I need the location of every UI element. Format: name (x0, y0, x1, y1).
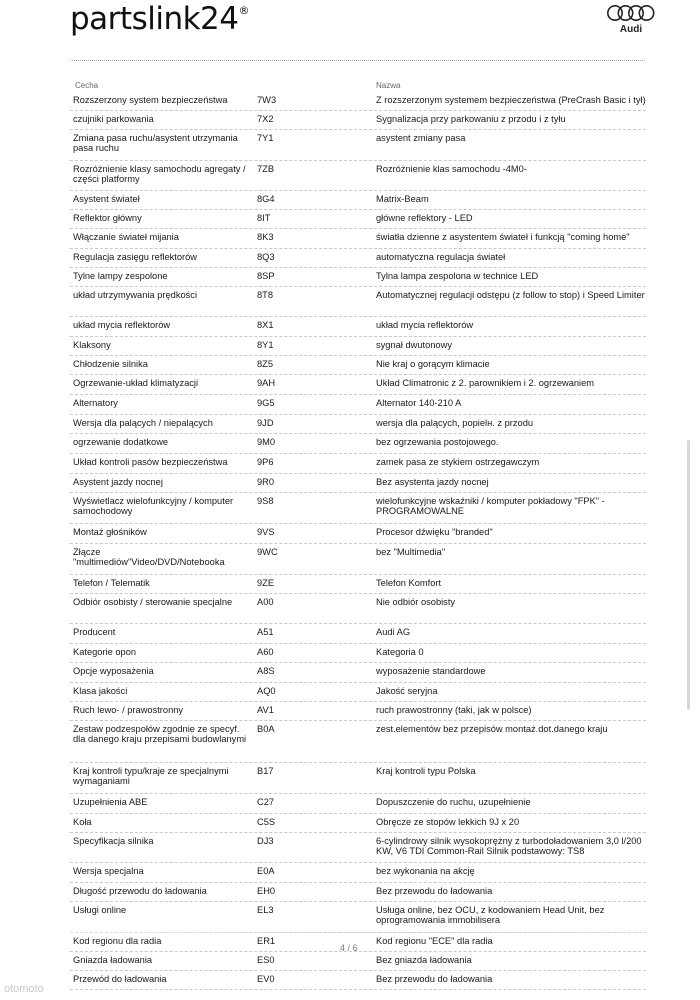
name-cell: Tylna lampa zespolona w technice LED (376, 271, 539, 281)
code-cell: EV0 (257, 974, 275, 984)
feature-cell: Układ kontroli pasów bezpieczeństwa (73, 457, 228, 467)
table-row (70, 763, 646, 794)
table-row (70, 794, 646, 814)
scrollbar[interactable] (687, 440, 690, 710)
name-cell: Jakość seryjna (376, 686, 438, 696)
table-row (70, 415, 646, 434)
name-cell: asystent zmiany pasa (376, 133, 466, 143)
feature-cell: Ogrzewanie-układ klimatyzacji (73, 378, 199, 388)
code-cell: 9P6 (257, 457, 274, 467)
name-cell: światła dzienne z asystentem świateł i funkcją "coming home" (376, 232, 630, 242)
feature-cell: Regulacja zasięgu reflektorów (73, 252, 198, 262)
code-cell: 8Z5 (257, 359, 274, 369)
table-row (70, 111, 646, 130)
code-cell: C5S (257, 817, 276, 827)
feature-cell: Przewód do ładowania (73, 974, 167, 984)
brand-text: partslink24 (70, 1, 239, 37)
feature-cell: Rozszerzony system bezpieczeństwa (73, 95, 228, 105)
feature-cell: Zmiana pasa ruchu/asystent utrzymania pasa ruchu (73, 133, 238, 153)
name-cell: główne reflektory - LED (376, 213, 473, 223)
code-cell: 7ZB (257, 164, 275, 174)
feature-cell: Koła (73, 817, 92, 827)
table-row (70, 624, 646, 644)
feature-cell: Złącze "multimediów"Video/DVD/Notebooka (73, 547, 225, 567)
feature-cell: Alternatory (73, 398, 118, 408)
name-cell: wersja dla palących, popielн. z przodu (376, 418, 534, 428)
name-cell: Bez przewodu do ładowania (376, 974, 493, 984)
code-cell: ER1 (257, 936, 276, 946)
feature-cell: Specyfikacja silnika (73, 836, 154, 846)
code-cell: 8X1 (257, 320, 274, 330)
table-row (70, 702, 646, 721)
feature-cell: Montaż głośników (73, 527, 147, 537)
feature-cell: Wyświetlacz wielofunkcyjny / komputer samochodowy (73, 496, 234, 516)
code-cell: 8Q3 (257, 252, 275, 262)
feature-cell: Klaksony (73, 340, 111, 350)
code-cell: 8IT (257, 213, 271, 223)
table-row (70, 249, 646, 268)
code-cell: ES0 (257, 955, 275, 965)
table-row (70, 210, 646, 229)
name-cell: Bez asystenta jazdy nocnej (376, 477, 489, 487)
feature-cell: Gniazda ładowania (73, 955, 153, 965)
audi-rings-icon (606, 4, 656, 22)
table-row (70, 161, 646, 191)
code-cell: 9G5 (257, 398, 275, 408)
table-row (70, 375, 646, 395)
brand-registered-mark: ® (238, 3, 249, 17)
table-row (70, 575, 646, 594)
feature-cell: Zestaw podzespołów zgodnie ze specyf. dla danego kraju przepisami budowlanymi (73, 724, 247, 744)
footer-divider (70, 932, 645, 933)
code-cell: 9ZE (257, 578, 275, 588)
code-cell: 8T8 (257, 290, 274, 300)
code-cell: E0A (257, 866, 275, 876)
code-cell: 9R0 (257, 477, 275, 487)
feature-cell: Kraj kontroli typu/kraje ze specjalnymi wymaganiami (73, 766, 229, 786)
table-row (70, 863, 646, 883)
code-cell: 9S8 (257, 496, 274, 506)
header-divider (70, 60, 645, 61)
table-row (70, 268, 646, 287)
name-cell: Rozróżnienie klas samochodu -4M0- (376, 164, 527, 174)
table-row (70, 933, 646, 952)
feature-cell: Ruch lewo- / prawostronny (73, 705, 184, 715)
name-cell: Usługa online, bez OCU, z kodowaniem Head Unit, bez oprogramowania immobilisera (376, 905, 605, 925)
name-cell: bez ogrzewania postojowego. (376, 437, 499, 447)
table-row (70, 814, 646, 833)
name-cell: wyposażenie standardowe (376, 666, 486, 676)
code-cell: A60 (257, 647, 274, 657)
name-cell: ruch prawostronny (taki, jak w polsce) (376, 705, 532, 715)
code-cell: A8S (257, 666, 275, 676)
code-cell: 8Y1 (257, 340, 274, 350)
code-cell: 7X2 (257, 114, 274, 124)
code-cell: 9JD (257, 418, 274, 428)
code-cell: B17 (257, 766, 274, 776)
name-cell: Alternator 140-210 A (376, 398, 462, 408)
name-cell: Matrix-Beam (376, 194, 429, 204)
name-cell: Nie odbiór osobisty (376, 597, 456, 607)
table-row (70, 454, 646, 474)
name-cell: zamek pasa ze stykiem ostrzegawczym (376, 457, 540, 467)
name-cell: Sygnalizacja przy parkowaniu z przodu i z tyłu (376, 114, 566, 124)
table-row (70, 721, 646, 763)
name-cell: Kod regionu "ECE" dla radia (376, 936, 493, 946)
feature-cell: Telefon / Telematik (73, 578, 150, 588)
table-row (70, 952, 646, 971)
code-cell: 8G4 (257, 194, 275, 204)
feature-cell: ogrzewanie dodatkowe (73, 437, 169, 447)
feature-cell: Wersja specjalna (73, 866, 144, 876)
table-row (70, 833, 646, 863)
equipment-table (70, 92, 646, 990)
feature-cell: Asystent świateł (73, 194, 140, 204)
feature-cell: Odbiór osobisty / sterowanie specjalne (73, 597, 233, 607)
table-row (70, 644, 646, 663)
table-row (70, 356, 646, 375)
name-cell: Bez gniazda ładowania (376, 955, 472, 965)
name-cell: Automatycznej regulacji odstępu (z follow to stop) i Speed Limiter (376, 290, 645, 300)
feature-cell: czujniki parkowania (73, 114, 154, 124)
audi-label: Audi (619, 24, 643, 35)
name-cell: automatyczna regulacja świateł (376, 252, 506, 262)
code-cell: AQ0 (257, 686, 276, 696)
feature-cell: Producent (73, 627, 116, 637)
code-cell: EH0 (257, 886, 276, 896)
code-cell: 7W3 (257, 95, 277, 105)
table-row (70, 434, 646, 454)
code-cell: A00 (257, 597, 274, 607)
name-cell: bez "Multimedia" (376, 547, 446, 557)
table-row (70, 317, 646, 337)
code-cell: 7Y1 (257, 133, 274, 143)
name-cell: Telefon Komfort (376, 578, 442, 588)
feature-cell: układ utrzymywania prędkości (73, 290, 198, 300)
table-row (70, 191, 646, 210)
name-cell: Nie kraj o gorącym klimacie (376, 359, 490, 369)
feature-cell: Kategorie opon (73, 647, 137, 657)
code-cell: 8K3 (257, 232, 274, 242)
name-cell: układ mycia reflektorów (376, 320, 474, 330)
code-cell: 9AH (257, 378, 276, 388)
name-cell: Obręcze ze stopów lekkich 9J x 20 (376, 817, 520, 827)
code-cell: AV1 (257, 705, 274, 715)
table-row (70, 287, 646, 317)
feature-cell: Uzupełnienia ABE (73, 797, 148, 807)
feature-cell: Asystent jazdy nocnej (73, 477, 163, 487)
feature-cell: Opcje wyposażenia (73, 666, 154, 676)
table-row (70, 474, 646, 493)
table-row (70, 493, 646, 524)
name-cell: Dopuszczenie do ruchu, uzupełnienie (376, 797, 531, 807)
table-row (70, 92, 646, 111)
name-cell: Kraj kontroli typu Polska (376, 766, 476, 776)
name-cell: Procesor dźwięku "branded" (376, 527, 493, 537)
name-cell: Układ Climatronic z 2. parownikiem i 2. ogrzewaniem (376, 378, 595, 388)
name-cell: bez wykonania na akcję (376, 866, 475, 876)
name-cell: Bez przewodu do ładowania (376, 886, 493, 896)
feature-cell: Chłodzenie silnika (73, 359, 148, 369)
name-cell: 6-cylindrowy silnik wysokoprężny z turbodoładowaniem 3,0 l/200 KW, V6 TDI Common-Rail Silnik podstawowy: TS8 (376, 836, 642, 856)
table-row (70, 663, 646, 683)
table-row (70, 130, 646, 161)
code-cell: EL3 (257, 905, 274, 915)
code-cell: 9WC (257, 547, 278, 557)
column-header-feature: Cecha (75, 81, 99, 90)
name-cell: wielofunkcyjne wskaźniki / komputer pokładowy "FPK" - PROGRAMOWALNE (376, 496, 605, 516)
table-row (70, 544, 646, 575)
name-cell: sygnał dwutonowy (376, 340, 452, 350)
feature-cell: Długość przewodu do ładowania (73, 886, 207, 896)
feature-cell: Wersja dla palących / niepalących (73, 418, 213, 428)
feature-cell: Rozróżnienie klasy samochodu agregaty / części platformy (73, 164, 246, 184)
feature-cell: Reflektor główny (73, 213, 142, 223)
table-row (70, 594, 646, 624)
audi-logo (606, 4, 656, 35)
watermark: otomoto (4, 983, 44, 995)
code-cell: DJ3 (257, 836, 274, 846)
code-cell: A51 (257, 627, 274, 637)
name-cell: Audi AG (376, 627, 411, 637)
feature-cell: Klasa jakości (73, 686, 128, 696)
name-cell: Kategoria 0 (376, 647, 424, 657)
code-cell: C27 (257, 797, 275, 807)
feature-cell: Włączanie świateł mijania (73, 232, 179, 242)
feature-cell: układ mycia reflektorów (73, 320, 171, 330)
code-cell: 9M0 (257, 437, 276, 447)
table-row (70, 683, 646, 702)
page-number: 4 / 6 (340, 943, 358, 953)
table-row (70, 902, 646, 933)
table-row (70, 395, 646, 415)
partslink24-logo (70, 1, 249, 37)
table-row (70, 229, 646, 249)
table-row (70, 524, 646, 544)
table-row (70, 883, 646, 902)
feature-cell: Usługi online (73, 905, 127, 915)
feature-cell: Tylne lampy zespolone (73, 271, 168, 281)
code-cell: 8SP (257, 271, 275, 281)
table-row (70, 337, 646, 356)
code-cell: B0A (257, 724, 275, 734)
name-cell: Z rozszerzonym systemem bezpieczeństwa (PreCrash Basic i tył) (376, 95, 646, 105)
table-row (70, 971, 646, 990)
name-cell: zest.elementów bez przepisów montaż.dot.danego kraju (376, 724, 608, 734)
column-header-name: Nazwa (376, 81, 401, 90)
code-cell: 9VS (257, 527, 275, 537)
feature-cell: Kod regionu dla radia (73, 936, 162, 946)
